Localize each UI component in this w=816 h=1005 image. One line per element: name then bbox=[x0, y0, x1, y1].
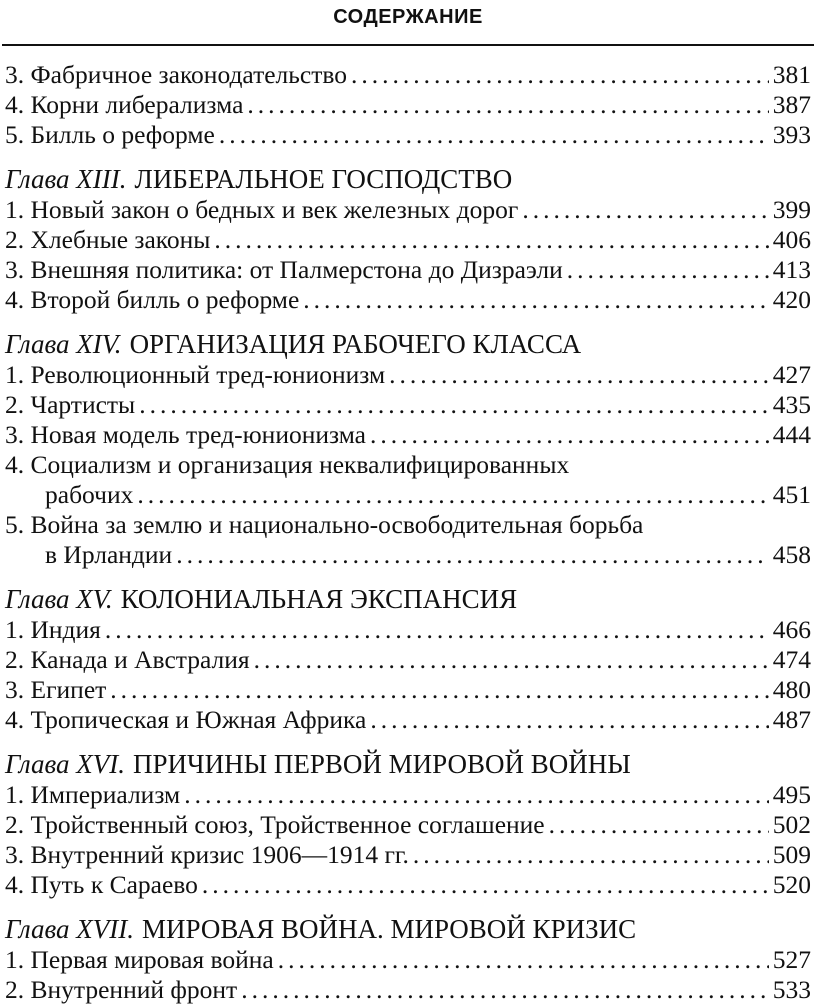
dot-leader bbox=[247, 90, 768, 120]
toc-entry[interactable] bbox=[5, 255, 811, 285]
dot-leader bbox=[214, 225, 768, 255]
toc-page-number: 458 bbox=[772, 540, 811, 569]
dot-leader bbox=[522, 195, 768, 225]
toc-page-number: 413 bbox=[772, 255, 811, 284]
toc-page-number: 381 bbox=[772, 60, 811, 89]
toc-entry-text: 1. Империализм bbox=[5, 780, 181, 809]
toc-entry-text: 3. Внутренний кризис 1906—1914 гг. bbox=[5, 840, 409, 869]
toc-entry-text: 4. Социализм и организация неквалифицированных bbox=[5, 450, 570, 479]
table-of-contents bbox=[5, 60, 811, 1005]
chapter-title: ЛИБЕРАЛЬНОЕ ГОСПОДСТВО bbox=[134, 164, 513, 194]
chapter-label: Глава XVI. bbox=[5, 749, 126, 779]
chapter-heading bbox=[5, 749, 811, 780]
toc-page-number: 399 bbox=[772, 195, 811, 224]
dot-leader bbox=[370, 420, 769, 450]
toc-page-number: 480 bbox=[772, 675, 811, 704]
chapter-title: МИРОВАЯ ВОЙНА. МИРОВОЙ КРИЗИС bbox=[142, 914, 637, 944]
toc-entry-text: 5. Война за землю и национально-освободительная борьба bbox=[5, 510, 644, 539]
toc-entry-text: 1. Индия bbox=[5, 615, 101, 644]
toc-page-number: 502 bbox=[772, 810, 811, 839]
toc-entry[interactable] bbox=[5, 195, 811, 225]
dot-leader bbox=[219, 120, 769, 150]
toc-page-number: 427 bbox=[772, 360, 811, 389]
dot-leader bbox=[139, 390, 769, 420]
toc-entry[interactable] bbox=[5, 705, 811, 735]
toc-entry-text: 4. Второй билль о реформе bbox=[5, 285, 300, 314]
toc-entry[interactable] bbox=[5, 90, 811, 120]
dot-leader bbox=[549, 810, 769, 840]
toc-entry-text: 3. Египет bbox=[5, 675, 107, 704]
chapter-section bbox=[5, 914, 811, 1005]
toc-entry-text: 5. Билль о реформе bbox=[5, 120, 215, 149]
toc-entry-text: 3. Внешняя политика: от Палмерстона до Дизраэли bbox=[5, 255, 563, 284]
toc-page-number: 406 bbox=[772, 225, 811, 254]
toc-entry-text: 4. Путь к Сараево bbox=[5, 870, 198, 899]
toc-page-number: 466 bbox=[772, 615, 811, 644]
chapter-heading bbox=[5, 914, 811, 945]
toc-entry[interactable] bbox=[5, 225, 811, 255]
dot-leader bbox=[303, 285, 768, 315]
toc-entry-text: 4. Корни либерализма bbox=[5, 90, 244, 119]
chapter-section bbox=[5, 60, 811, 150]
toc-entry-text: 2. Внутренний фронт bbox=[5, 975, 238, 1004]
toc-entry[interactable] bbox=[5, 120, 811, 150]
page-header: СОДЕРЖАНИЕ bbox=[333, 6, 483, 28]
toc-entry-text: 2. Хлебные законы bbox=[5, 225, 211, 254]
toc-entry-text: 1. Первая мировая война bbox=[5, 945, 274, 974]
toc-entry[interactable] bbox=[5, 840, 811, 870]
dot-leader bbox=[413, 840, 769, 870]
dot-leader bbox=[241, 975, 769, 1005]
dot-leader bbox=[567, 255, 769, 285]
toc-entry[interactable] bbox=[5, 285, 811, 315]
toc-entry-text: 4. Тропическая и Южная Африка bbox=[5, 705, 367, 734]
chapter-section bbox=[5, 584, 811, 735]
toc-entry-text: 2. Тройственный союз, Тройственное соглашение bbox=[5, 810, 545, 839]
dot-leader bbox=[105, 615, 769, 645]
toc-entry[interactable] bbox=[5, 615, 811, 645]
toc-entry[interactable] bbox=[5, 60, 811, 90]
toc-entry[interactable] bbox=[5, 975, 811, 1005]
toc-page-number: 444 bbox=[772, 420, 811, 449]
toc-entry[interactable] bbox=[5, 390, 811, 420]
toc-entry-text: 2. Канада и Австралия bbox=[5, 645, 250, 674]
toc-entry[interactable] bbox=[5, 870, 811, 900]
chapter-heading bbox=[5, 329, 811, 360]
toc-entry-continuation: в Ирландии bbox=[45, 540, 173, 569]
toc-entry[interactable] bbox=[5, 420, 811, 450]
toc-page-number: 393 bbox=[772, 120, 811, 149]
toc-page-number: 487 bbox=[772, 705, 811, 734]
dot-leader bbox=[351, 60, 769, 90]
toc-page-number: 495 bbox=[772, 780, 811, 809]
toc-page-number: 451 bbox=[772, 480, 811, 509]
chapter-title: ОРГАНИЗАЦИЯ РАБОЧЕГО КЛАССА bbox=[129, 329, 582, 359]
chapter-label: Глава XIII. bbox=[5, 164, 127, 194]
chapter-section bbox=[5, 749, 811, 900]
toc-entry-text: 1. Революционный тред-юнионизм bbox=[5, 360, 386, 389]
dot-leader bbox=[110, 675, 768, 705]
dot-leader bbox=[389, 360, 769, 390]
toc-entry[interactable] bbox=[5, 675, 811, 705]
dot-leader bbox=[202, 870, 769, 900]
toc-entry[interactable] bbox=[5, 480, 811, 510]
toc-entry-text: 3. Фабричное законодательство bbox=[5, 60, 347, 89]
chapter-label: Глава XIV. bbox=[5, 329, 122, 359]
toc-entry[interactable] bbox=[5, 645, 811, 675]
toc-page-number: 435 bbox=[772, 390, 811, 419]
toc-entry-text: 3. Новая модель тред-юнионизма bbox=[5, 420, 366, 449]
toc-page-number: 520 bbox=[772, 870, 811, 899]
toc-entry-continuation: рабочих bbox=[45, 480, 134, 509]
dot-leader bbox=[254, 645, 769, 675]
toc-page-number: 420 bbox=[772, 285, 811, 314]
toc-entry[interactable] bbox=[5, 360, 811, 390]
toc-page-number: 527 bbox=[772, 945, 811, 974]
toc-page-number: 387 bbox=[772, 90, 811, 119]
toc-entry[interactable] bbox=[5, 810, 811, 840]
toc-entry[interactable] bbox=[5, 780, 811, 810]
dot-leader bbox=[184, 780, 769, 810]
dot-leader bbox=[278, 945, 769, 975]
chapter-label: Глава XVII. bbox=[5, 914, 135, 944]
chapter-heading bbox=[5, 584, 811, 615]
header-rule bbox=[2, 44, 814, 46]
toc-page-number: 474 bbox=[772, 645, 811, 674]
chapter-title: ПРИЧИНЫ ПЕРВОЙ МИРОВОЙ ВОЙНЫ bbox=[133, 749, 631, 779]
toc-entry[interactable] bbox=[5, 945, 811, 975]
chapter-label: Глава XV. bbox=[5, 584, 113, 614]
toc-entry-text: 1. Новый закон о бедных и век железных дорог bbox=[5, 195, 519, 224]
toc-entry[interactable] bbox=[5, 540, 811, 570]
dot-leader bbox=[370, 705, 768, 735]
toc-entry-text: 2. Чартисты bbox=[5, 390, 136, 419]
chapter-heading bbox=[5, 164, 811, 195]
dot-leader bbox=[176, 540, 769, 570]
chapter-title: КОЛОНИАЛЬНАЯ ЭКСПАНСИЯ bbox=[120, 584, 518, 614]
chapter-section bbox=[5, 164, 811, 315]
chapter-section bbox=[5, 329, 811, 570]
toc-page-number: 533 bbox=[772, 975, 811, 1004]
dot-leader bbox=[137, 480, 768, 510]
toc-page-number: 509 bbox=[772, 840, 811, 869]
